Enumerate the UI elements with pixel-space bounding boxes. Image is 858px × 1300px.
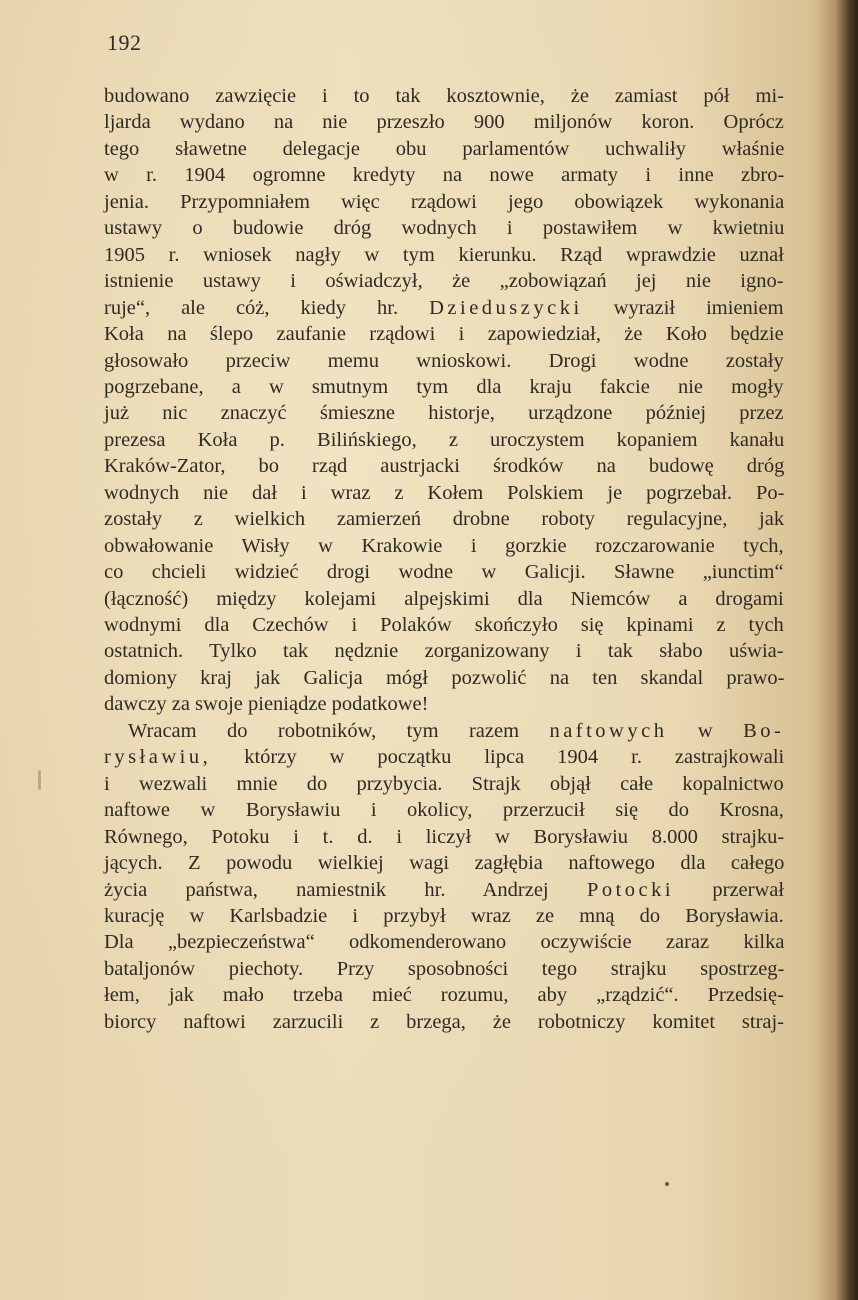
text-line [104,506,784,532]
text-run: wyraził imieniem [582,296,784,319]
text-line [104,189,784,215]
text-line [104,109,784,135]
text-line [104,559,784,585]
text-run: Wracam do robotników, tym razem [128,719,550,742]
text-run: wodnych nie dał i wraz z Kołem Polskiem je pogrzebał. Po- [104,481,785,504]
spaced-emphasis-text: rysławiu, [104,746,212,769]
text-line [104,691,428,717]
text-run: 1905 r. wniosek nagły w tym kierunku. Rząd wprawdzie uznał [104,243,784,266]
text-run: istnienie ustawy i oświadczył, że „zobowiązań jej nie igno- [104,270,784,293]
text-line [104,929,784,955]
text-line [104,877,784,903]
text-run: co chcieli widzieć drogi wodne w Galicji. Sławne „iunctim“ [104,561,784,584]
text-run: wodnymi dla Czechów i Polaków skończyło się kpinami z tych [104,614,784,636]
text-run: ustawy o budowie dróg wodnych i postawiłem w kwietniu [104,217,785,240]
text-line [104,586,784,612]
text-run: tego sławetne delegacje obu parlamentów uchwaliły właśnie [104,137,785,160]
text-line [104,400,784,426]
text-line [104,321,784,347]
text-line [104,850,784,876]
text-run: przerwał [674,878,785,901]
text-run: bataljonów piechoty. Przy sposobności tego strajku spostrzeg- [104,957,785,980]
text-line [104,162,784,188]
text-line [104,982,784,1008]
text-run: jących. Z powodu wielkiej wagi zagłębia naftowego dla całego [104,852,785,875]
text-run: w r. 1904 ogromne kredyty na nowe armaty i inne zbro- [104,164,785,187]
text-line [104,612,784,638]
paper-speck [665,1182,669,1186]
text-run: dawczy za swoje pieniądze podatkowe! [104,693,429,716]
text-line [104,956,784,982]
text-run: którzy w początku lipca 1904 r. zastrajkowali [211,746,785,769]
text-run: prezesa Koła p. Bilińskiego, z uroczystem kopaniem kanału [104,428,785,451]
text-run: Równego, Potoku i t. d. i liczył w Borysławiu 8.000 strajku- [104,825,785,848]
text-run: życia państwa, namiestnik hr. Andrzej [104,878,587,901]
text-run: domiony kraj jak Galicja mógł pozwolić na ten skandal prawo- [104,666,785,689]
text-run: pogrzebane, a w smutnym tym dla kraju fakcie nie mogły [104,375,784,398]
text-run: budowano zawzięcie i to tak kosztownie, że zamiast pół mi- [104,85,784,107]
text-line [104,744,784,770]
text-line [104,295,784,321]
text-line [104,427,784,453]
text-run: Koła na ślepo zaufanie rządowi i zapowiedział, że Koło będzie [104,323,784,346]
spaced-emphasis-text: Potocki [586,878,675,901]
spaced-emphasis-text: Dzieduszycki [429,296,583,319]
text-run: zostały z wielkich zamierzeń drobne roboty regulacyjne, jak [104,508,785,531]
text-line [104,903,784,929]
text-line [104,83,784,109]
text-line [104,136,784,162]
text-line [104,797,784,823]
text-run: kurację w Karlsbadzie i przybył wraz ze mną do Borysławia. [104,904,784,927]
text-run: ostatnich. Tylko tak nędznie zorganizowany i tak słabo uświa- [104,640,784,663]
text-run: (łączność) między kolejami alpejskimi dla Niemców a drogami [104,587,784,610]
text-run: głosowało przeciw memu wnioskowi. Drogi wodne zostały [104,349,784,372]
text-line [128,718,784,744]
text-line [104,533,784,559]
text-line [104,1009,784,1035]
text-line [104,242,784,268]
text-line [104,374,784,400]
text-line [104,453,784,479]
text-line [104,480,784,506]
text-run: jenia. Przypomniałem więc rządowi jego obowiązek wykonania [104,190,785,213]
text-run: ljarda wydano na nie przeszło 900 miljonów koron. Oprócz [104,111,784,134]
text-run: obwałowanie Wisły w Krakowie i gorzkie rozczarowanie tych, [104,534,784,557]
text-run: naftowe w Borysławiu i okolicy, przerzucił się do Krosna, [104,799,784,822]
spaced-emphasis-text: naftowych [549,719,668,742]
text-run: biorcy naftowi zarzucili z brzega, że robotniczy komitet straj- [104,1010,785,1033]
text-line [104,665,784,691]
text-run: łem, jak mało trzeba mieć rozumu, aby „rządzić“. Przedsię- [104,984,784,1007]
text-run: już nic znaczyć śmieszne historje, urządzone później przez [104,402,784,425]
text-run: i wezwali mnie do przybycia. Strajk objął całe kopalnictwo [104,772,784,795]
text-line [104,638,784,664]
text-run: w [667,719,744,742]
paper-mark [38,770,41,790]
text-line [104,215,784,241]
text-line [104,771,784,797]
text-run: Kraków-Zator, bo rząd austrjacki środków na budowę dróg [104,455,785,478]
spaced-emphasis-text: Bo- [743,719,785,742]
text-line [104,348,784,374]
page-number: 192 [107,30,142,55]
text-line [104,268,784,294]
book-binding-shadow [818,0,858,1300]
text-run: ruje“, ale cóż, kiedy hr. [104,296,430,319]
text-run: Dla „bezpieczeństwa“ odkomenderowano oczywiście zaraz kilka [104,931,785,954]
text-line [104,824,784,850]
